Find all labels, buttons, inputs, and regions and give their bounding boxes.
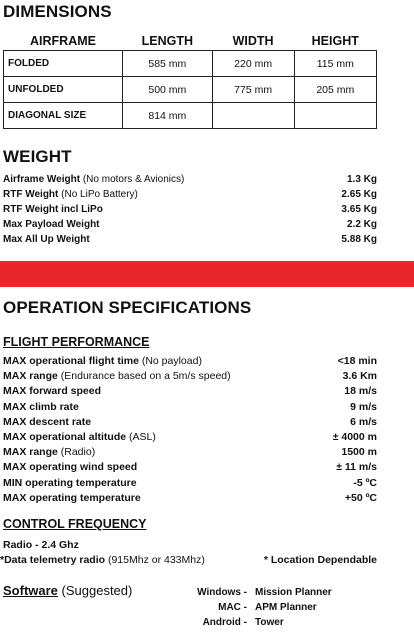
list-item <box>3 354 377 369</box>
item-label: RTF Weight (No LiPo Battery) <box>3 189 138 200</box>
list-item <box>3 172 377 187</box>
item-label: MAX range (Radio) <box>3 446 96 459</box>
software-label: Software (Suggested) <box>3 583 133 598</box>
list-item <box>180 600 332 615</box>
cell-height: 115 mm <box>294 51 376 77</box>
item-label: MAX operating temperature <box>3 491 141 504</box>
item-value: -5 ºC <box>353 476 377 489</box>
item-label: Max Payload Weight <box>3 219 100 230</box>
list-item <box>3 445 377 460</box>
cell-height <box>294 103 376 129</box>
control-frequency-list <box>0 538 377 568</box>
item-label: Max All Up Weight <box>3 234 90 245</box>
software-list <box>180 585 332 630</box>
operation-title: OPERATION SPECIFICATIONS <box>3 298 252 317</box>
header-length: LENGTH <box>141 33 194 48</box>
item-label: MAX descent rate <box>3 415 92 428</box>
telemetry-label: *Data telemetry radio (915Mhz or 433Mhz) <box>0 554 205 566</box>
item-value: <18 min <box>337 355 377 367</box>
item-label: MAX range (Endurance based on a 5m/s speed) <box>3 370 231 383</box>
row-label: DIAGONAL SIZE <box>4 103 123 129</box>
os-label: Android - <box>202 617 247 628</box>
item-label: MIN operating temperature <box>3 476 137 489</box>
list-item <box>3 415 377 430</box>
weight-list <box>3 172 377 247</box>
dimensions-header-row <box>4 31 377 51</box>
header-width: WIDTH <box>232 33 274 48</box>
item-label: RTF Weight incl LiPo <box>3 204 103 215</box>
item-value: 1500 m <box>341 446 377 459</box>
control-frequency-title: CONTROL FREQUENCY <box>3 517 147 531</box>
list-item <box>3 491 377 506</box>
app-name: APM Planner <box>255 602 317 613</box>
cell-length: 814 mm <box>123 103 213 129</box>
list-item <box>3 384 377 399</box>
flight-performance-title: FLIGHT PERFORMANCE <box>3 335 150 349</box>
item-value: ± 11 m/s <box>336 461 377 474</box>
cell-length: 500 mm <box>123 77 213 103</box>
os-label: Windows - <box>197 587 247 598</box>
radio-frequency: Radio - 2.4 Ghz <box>3 539 79 551</box>
table-row <box>4 77 377 103</box>
item-value: 3.65 Kg <box>341 204 377 215</box>
list-item <box>3 460 377 475</box>
list-item <box>3 217 377 232</box>
list-item <box>3 476 377 491</box>
dimensions-title: DIMENSIONS <box>3 2 112 21</box>
item-value: 9 m/s <box>350 400 377 413</box>
cell-length: 585 mm <box>123 51 213 77</box>
list-item <box>180 615 332 630</box>
item-label: MAX forward speed <box>3 385 102 398</box>
row-label: UNFOLDED <box>4 77 123 103</box>
item-value: 6 m/s <box>350 415 377 428</box>
cell-width: 220 mm <box>212 51 294 77</box>
cell-width: 775 mm <box>212 77 294 103</box>
list-item <box>0 553 377 568</box>
item-value: 3.6 Km <box>342 370 377 383</box>
cell-width <box>212 103 294 129</box>
item-label: MAX climb rate <box>3 400 79 413</box>
item-label: MAX operational flight time (No payload) <box>3 355 202 367</box>
item-value: 2.2 Kg <box>346 219 377 230</box>
list-item <box>3 202 377 217</box>
item-value: 1.3 Kg <box>346 174 377 185</box>
list-item <box>3 232 377 247</box>
item-value: ± 4000 m <box>332 431 377 444</box>
weight-title: WEIGHT <box>3 147 72 166</box>
app-name: Tower <box>255 617 284 628</box>
item-label: MAX operating wind speed <box>3 461 138 474</box>
item-value: +50 ºC <box>344 491 377 504</box>
os-label: MAC - <box>218 602 247 613</box>
list-item <box>3 430 377 445</box>
header-height: HEIGHT <box>311 33 359 48</box>
item-value: 5.88 Kg <box>341 234 377 245</box>
table-row <box>4 51 377 77</box>
list-item <box>180 585 332 600</box>
dimensions-table <box>3 31 377 129</box>
row-label: FOLDED <box>4 51 123 77</box>
header-airframe: AIRFRAME <box>30 33 96 48</box>
list-item <box>3 369 377 384</box>
table-row <box>4 103 377 129</box>
list-item <box>3 187 377 202</box>
flight-performance-list <box>3 354 377 506</box>
app-name: Mission Planner <box>255 587 332 598</box>
item-value: 18 m/s <box>344 385 377 398</box>
cell-height: 205 mm <box>294 77 376 103</box>
item-label: MAX operational altitude (ASL) <box>3 431 156 444</box>
red-divider-banner <box>0 261 414 287</box>
list-item <box>3 538 377 553</box>
item-label: Airframe Weight (No motors & Avionics) <box>3 174 185 185</box>
list-item <box>3 400 377 415</box>
location-note: * Location Dependable <box>263 554 377 566</box>
item-value: 2.65 Kg <box>341 189 377 200</box>
